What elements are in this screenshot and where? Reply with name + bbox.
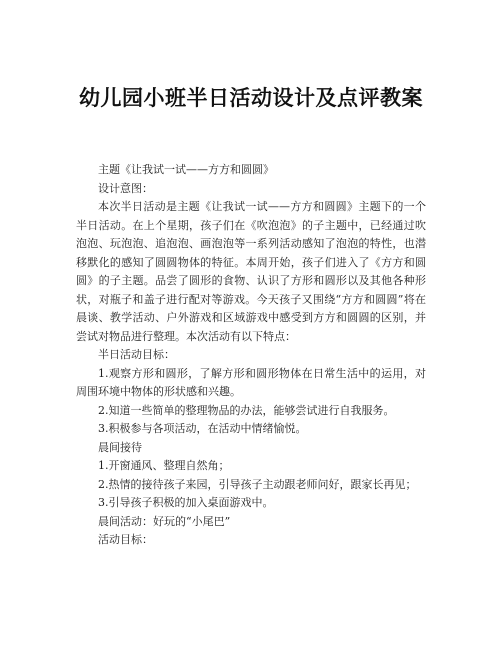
paragraph-design-intent-heading: 设计意图： (98, 181, 153, 195)
paragraph-morning-activity: 晨间活动：好玩的“小尾巴” (98, 514, 231, 528)
paragraph-goals-heading: 半日活动目标： (98, 348, 175, 361)
paragraph-activity-goals-heading: 活动目标： (98, 533, 153, 546)
paragraph-goal-1: 1.观察方形和圆形，了解方形和圆形物体在日常生活中的运用，对周围环境中物体的形状感和兴趣。 (76, 366, 426, 398)
paragraph-goal-2: 2.知道一些简单的整理物品的办法，能够尝试进行自我服务。 (98, 403, 395, 417)
paragraph-goal-3: 3.积极参与各项活动，在活动中情绪愉悦。 (98, 422, 307, 435)
document-body (76, 161, 426, 550)
document-title: 幼儿园小班半日活动设计及点评教案 (79, 86, 423, 110)
paragraph-reception-3: 3.引导孩子积极的加入桌面游戏中。 (98, 496, 274, 509)
paragraph-morning-reception-heading: 晨间接待 (98, 440, 142, 454)
paragraph-design-intent: 本次半日活动是主题《让我试一试——方方和圆圆》主题下的一个半日活动。在上个星期，孩子们在《吹泡泡》的子主题中，已经通过吹泡泡、玩泡泡、追泡泡、画泡泡等一系列活动感知了泡泡的特性，也潜移默化的感知了圆圆物体的特征。本周开始，孩子们进入了《方方和圆圆》的子主题。品尝了圆形的食物、认识了方形和圆形以及其他各种形状，对瓶子和盖子进行配对等游戏。今天孩子又围绕“方方和圆圆”将在晨谈、教学活动、户外游戏和区域游戏中感受到方方和圆圆的区别，并尝试对物品进行整理。本次活动有以下特点： (76, 200, 426, 343)
paragraph-theme: 主题《让我试一试——方方和圆圆》 (98, 163, 274, 176)
paragraph-reception-1: 1.开窗通风、整理自然角； (98, 459, 230, 472)
paragraph-reception-2: 2.热情的接待孩子来园，引导孩子主动跟老师问好，跟家长再见； (98, 477, 417, 491)
